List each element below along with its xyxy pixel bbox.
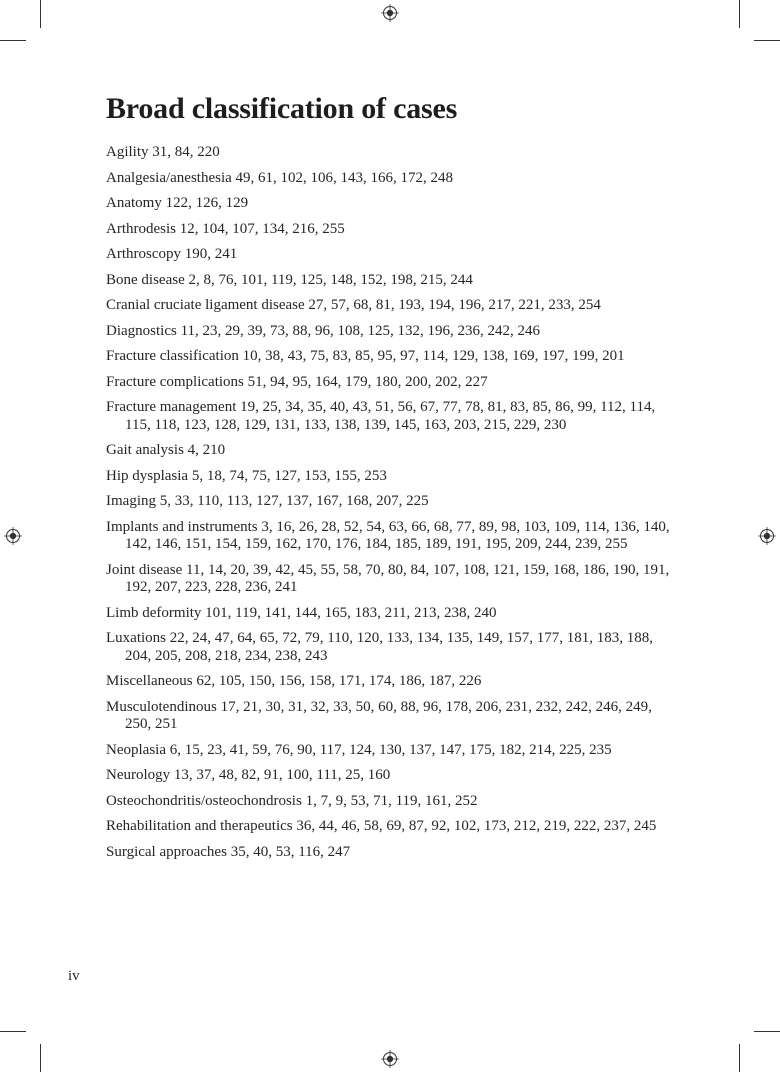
entry-pages: 6, 15, 23, 41, 59, 76, 90, 117, 124, 130, 137, 147, 175, 182, 214, 225, 235 xyxy=(169,741,612,758)
entry-pages: 17, 21, 30, 31, 32, 33, 50, 60, 88, 96, 178, 206, 231, 232, 242, 246, 249, 250, 251 xyxy=(125,698,652,732)
entry-pages: 35, 40, 53, 116, 247 xyxy=(230,843,351,860)
crop-mark-bottom-right-horizontal xyxy=(754,1031,780,1032)
entry-topic: Gait analysis xyxy=(106,442,184,458)
crop-mark-top-left-horizontal xyxy=(0,40,26,41)
entry-topic: Limb deformity xyxy=(106,604,202,621)
entry-topic: Fracture management xyxy=(106,399,237,415)
list-item xyxy=(106,844,681,862)
entry-topic: Luxations xyxy=(106,630,166,646)
crop-mark-top-right-horizontal xyxy=(754,40,780,41)
entry-pages: 22, 24, 47, 64, 65, 72, 79, 110, 120, 133, 134, 135, 149, 157, 177, 181, 183, 188, 204, 205, 208, 218, 234, 238, 243 xyxy=(125,630,653,664)
entry-topic: Imaging xyxy=(106,493,156,509)
registration-mark-right-icon xyxy=(758,527,776,545)
crop-mark-bottom-left xyxy=(40,1044,41,1072)
entry-topic: Miscellaneous xyxy=(106,673,193,689)
list-item xyxy=(106,673,681,691)
entry-pages: 2, 8, 76, 101, 119, 125, 148, 152, 198, 215, 244 xyxy=(188,271,473,288)
list-item xyxy=(106,742,681,760)
entry-pages: 5, 18, 74, 75, 127, 153, 155, 253 xyxy=(191,467,387,484)
list-item xyxy=(106,605,681,623)
entry-pages: 1, 7, 9, 53, 71, 119, 161, 252 xyxy=(305,792,478,809)
entry-pages: 13, 37, 48, 82, 91, 100, 111, 25, 160 xyxy=(173,767,391,783)
entry-topic: Analgesia/anesthesia xyxy=(106,169,232,186)
entry-topic: Bone disease xyxy=(106,271,185,288)
list-item xyxy=(106,630,681,665)
entry-topic: Osteochondritis/osteochondrosis xyxy=(106,792,302,809)
entry-pages: 49, 61, 102, 106, 143, 166, 172, 248 xyxy=(235,169,454,186)
entry-topic: Agility xyxy=(106,144,149,160)
entry-topic: Arthrodesis xyxy=(106,220,176,237)
registration-mark-top-icon xyxy=(381,4,399,22)
entry-pages: 11, 23, 29, 39, 73, 88, 96, 108, 125, 132, 196, 236, 242, 246 xyxy=(180,322,541,339)
entry-topic: Joint disease xyxy=(106,561,183,578)
entry-pages: 11, 14, 20, 39, 42, 45, 55, 58, 70, 80, 84, 107, 108, 121, 159, 168, 186, 190, 191, 192, 207, 223, 228, 236, 241 xyxy=(125,561,670,595)
entry-topic: Fracture classification xyxy=(106,348,239,364)
entry-pages: 12, 104, 107, 134, 216, 255 xyxy=(179,220,345,237)
entry-topic: Neoplasia xyxy=(106,741,166,758)
crop-mark-bottom-left-horizontal xyxy=(0,1031,26,1032)
list-item xyxy=(106,793,681,811)
classification-list xyxy=(106,144,681,869)
list-item xyxy=(106,297,681,315)
crop-mark-top-right xyxy=(739,0,740,28)
list-item xyxy=(106,562,681,597)
entry-topic: Arthroscopy xyxy=(106,246,181,262)
entry-topic: Hip dysplasia xyxy=(106,467,189,484)
list-item xyxy=(106,399,681,434)
list-item xyxy=(106,195,681,213)
entry-topic: Implants and instruments xyxy=(106,518,258,535)
entry-pages: 101, 119, 141, 144, 165, 183, 211, 213, 238, 240 xyxy=(205,604,497,621)
entry-pages: 3, 16, 26, 28, 52, 54, 63, 66, 68, 77, 89, 98, 103, 109, 114, 136, 140, 142, 146, 151, 154, 159, 162, 170, 176, 184, 185, 189, 191, 195, 209, 244, 239, 255 xyxy=(125,518,670,552)
list-item xyxy=(106,348,681,366)
entry-topic: Anatomy xyxy=(106,195,162,211)
entry-pages: 5, 33, 110, 113, 127, 137, 167, 168, 207, 225 xyxy=(159,493,429,509)
entry-topic: Cranial cruciate ligament disease xyxy=(106,297,305,313)
entry-topic: Surgical approaches xyxy=(106,843,227,860)
entry-pages: 10, 38, 43, 75, 83, 85, 95, 97, 114, 129, 138, 169, 197, 199, 201 xyxy=(242,348,625,364)
list-item xyxy=(106,170,681,188)
list-item xyxy=(106,699,681,734)
entry-pages: 190, 241 xyxy=(184,246,238,262)
list-item xyxy=(106,272,681,290)
list-item xyxy=(106,246,681,264)
entry-topic: Musculotendinous xyxy=(106,698,217,715)
entry-topic: Rehabilitation and therapeutics xyxy=(106,818,293,834)
list-item xyxy=(106,818,681,836)
entry-pages: 122, 126, 129 xyxy=(165,195,249,211)
list-item xyxy=(106,442,681,460)
registration-mark-bottom-icon xyxy=(381,1050,399,1068)
page-number: iv xyxy=(68,968,80,984)
entry-pages: 27, 57, 68, 81, 193, 194, 196, 217, 221, 233, 254 xyxy=(308,297,601,313)
entry-pages: 62, 105, 150, 156, 158, 171, 174, 186, 187, 226 xyxy=(196,673,482,689)
entry-pages: 19, 25, 34, 35, 40, 43, 51, 56, 67, 77, 78, 81, 83, 85, 86, 99, 112, 114, 115, 118, 123, 128, 129, 131, 133, 138, 139, 145, 163, 203, 215, 229, 230 xyxy=(125,399,656,433)
crop-mark-bottom-right xyxy=(739,1044,740,1072)
list-item xyxy=(106,767,681,785)
list-item xyxy=(106,144,681,162)
list-item xyxy=(106,374,681,392)
entry-pages: 31, 84, 220 xyxy=(152,144,220,160)
entry-topic: Fracture complications xyxy=(106,373,244,390)
list-item xyxy=(106,519,681,554)
list-item xyxy=(106,493,681,511)
registration-mark-left-icon xyxy=(4,527,22,545)
entry-pages: 51, 94, 95, 164, 179, 180, 200, 202, 227 xyxy=(247,373,488,390)
entry-pages: 4, 210 xyxy=(187,442,226,458)
entry-pages: 36, 44, 46, 58, 69, 87, 92, 102, 173, 212, 219, 222, 237, 245 xyxy=(296,818,657,834)
entry-topic: Diagnostics xyxy=(106,322,177,339)
entry-topic: Neurology xyxy=(106,767,171,783)
page-title: Broad classification of cases xyxy=(106,92,458,125)
list-item xyxy=(106,323,681,341)
list-item xyxy=(106,468,681,486)
list-item xyxy=(106,221,681,239)
crop-mark-top-left xyxy=(40,0,41,28)
